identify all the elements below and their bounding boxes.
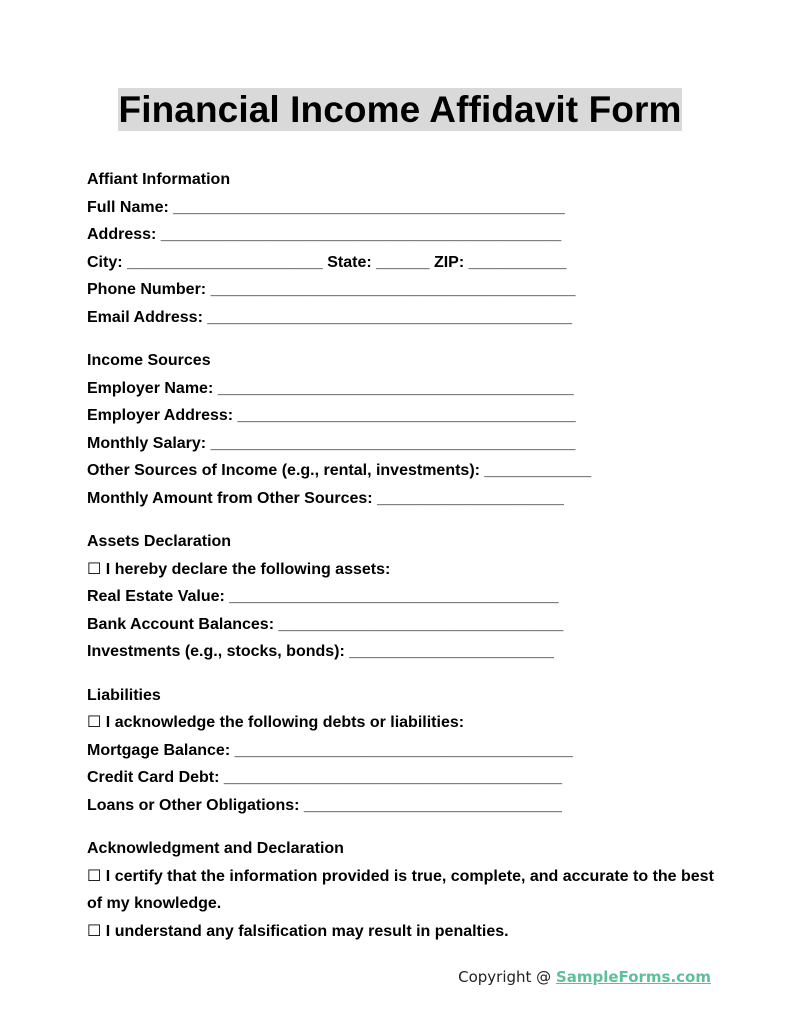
income-heading: Income Sources: [87, 352, 211, 369]
investments-field[interactable]: Investments (e.g., stocks, bonds): _______________________: [87, 643, 554, 660]
understand-row: [87, 918, 717, 946]
email-field[interactable]: Email Address: _________________________________________: [87, 308, 573, 326]
form-body: [87, 166, 717, 945]
certify-row: [87, 863, 717, 918]
declaration-heading: Acknowledgment and Declaration: [87, 840, 344, 857]
page-title: Financial Income Affidavit Form: [118, 89, 682, 130]
certify-label: I certify that the information provided is true, complete, and accurate to the best of my knowledge.: [87, 867, 714, 912]
address-field[interactable]: Address: _____________________________________________: [87, 226, 562, 243]
mortgage-field[interactable]: Mortgage Balance: ______________________________________: [87, 741, 573, 759]
city-state-zip-field[interactable]: City: ______________________ State: ______ ZIP: ___________: [87, 253, 567, 271]
affiant-heading: Affiant Information: [87, 171, 231, 188]
brand-link[interactable]: SampleForms.com: [555, 968, 711, 986]
liabilities-checkbox[interactable]: ☐: [87, 714, 102, 731]
title-wrapper: [0, 88, 800, 131]
monthly-salary-field[interactable]: Monthly Salary: _________________________________________: [87, 434, 576, 452]
assets-declare-label: I hereby declare the following assets:: [105, 560, 391, 578]
real-estate-field[interactable]: Real Estate Value: _____________________________________: [87, 588, 559, 605]
assets-heading: Assets Declaration: [87, 533, 232, 550]
liabilities-heading: Liabilities: [87, 686, 161, 704]
assets-section: [87, 528, 717, 666]
liabilities-ack-row: [87, 709, 717, 737]
employer-name-field[interactable]: Employer Name: ________________________________________: [87, 379, 574, 397]
understand-checkbox[interactable]: ☐: [87, 922, 102, 940]
declaration-section: [87, 835, 717, 945]
bank-balance-field[interactable]: Bank Account Balances: ________________________________: [87, 615, 564, 633]
affiant-section: [87, 166, 717, 331]
copyright-prefix: Copyright @: [458, 968, 556, 986]
phone-field[interactable]: Phone Number: _________________________________________: [87, 281, 576, 298]
other-income-field[interactable]: Other Sources of Income (e.g., rental, investments): ____________: [87, 462, 592, 479]
credit-card-field[interactable]: Credit Card Debt: ______________________________________: [87, 769, 563, 786]
income-section: [87, 347, 717, 512]
liabilities-section: [87, 682, 717, 820]
copyright-footer: [458, 968, 711, 986]
certify-checkbox[interactable]: ☐: [87, 867, 102, 885]
employer-address-field[interactable]: Employer Address: ______________________________________: [87, 407, 576, 424]
full-name-field[interactable]: Full Name: ____________________________________________: [87, 198, 565, 216]
liabilities-ack-label: I acknowledge the following debts or liabilities:: [105, 714, 465, 731]
assets-checkbox[interactable]: ☐: [87, 560, 102, 578]
other-amount-field[interactable]: Monthly Amount from Other Sources: _____________________: [87, 489, 564, 507]
understand-label: I understand any falsification may result in penalties.: [105, 922, 509, 940]
assets-declare-row: [87, 556, 717, 584]
loans-field[interactable]: Loans or Other Obligations: _____________________________: [87, 796, 562, 814]
